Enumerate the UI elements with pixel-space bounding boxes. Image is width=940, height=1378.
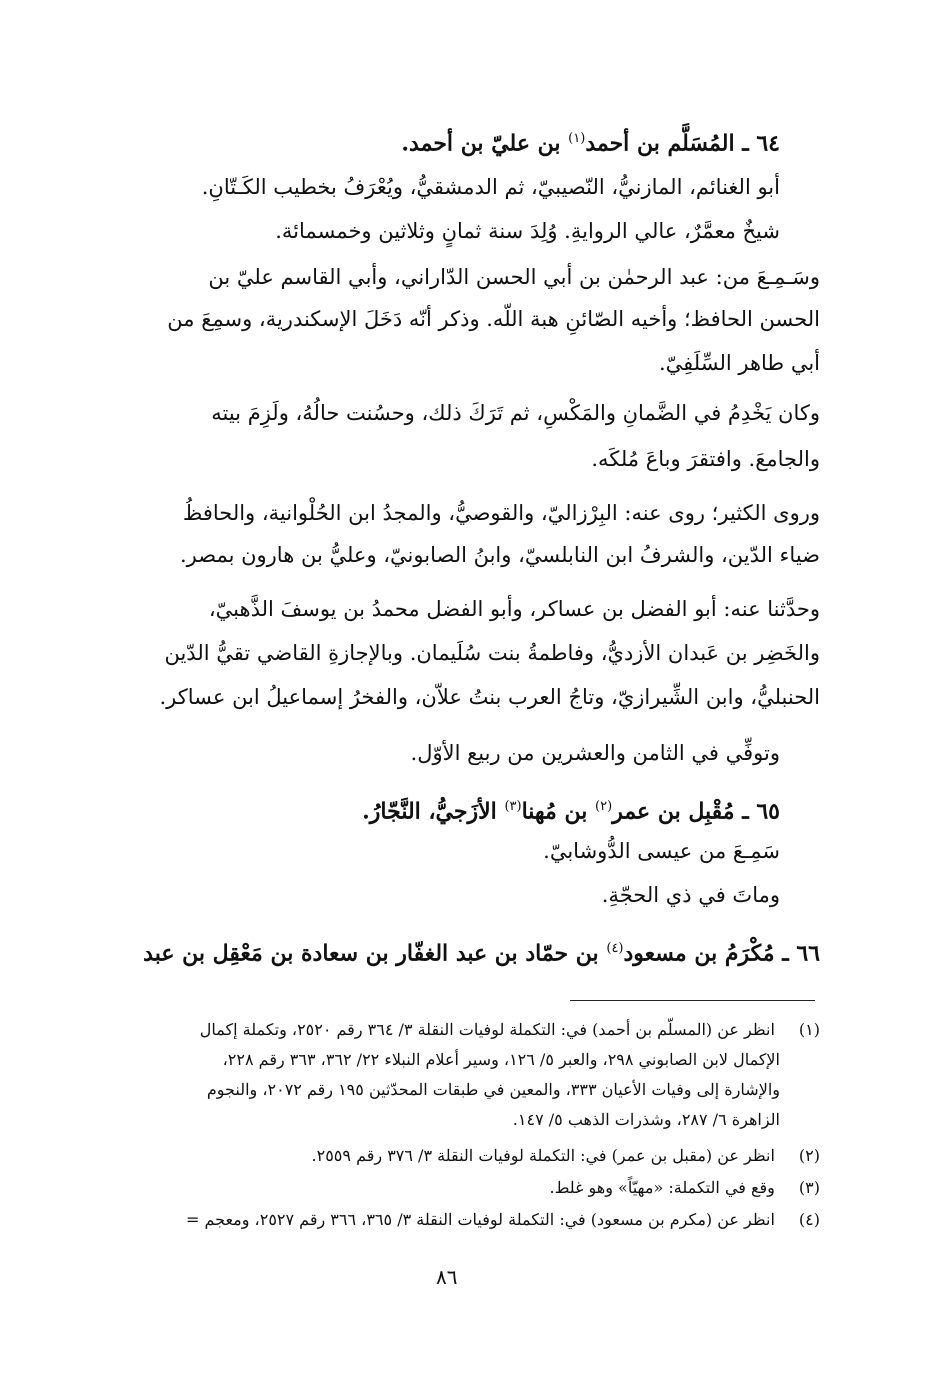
footnote-divider [570,1000,815,1001]
footnote-number: (٢) [798,1146,820,1165]
footnote-ref: (٤) [606,941,624,956]
body-line: وماتَ في ذي الحجّةِ. [601,883,780,907]
body-line: وحدَّثنا عنه: أبو الفضل بن عساكر، وأبو الفضل محمدُ بن يوسفَ الذَّهبيّ، [208,597,820,621]
body-line: والخَضِر بن عَبدان الأزديُّ، وفاطمةُ بنت سُلَيمان. وبالإجازةِ القاضي تقيُّ الدّين [164,641,820,665]
body-line: وكان يَخْدِمُ في الضَّمانِ والمَكْسِ، ثم تَرَكَ ذلك، وحسُنت حالُهُ، ولَزِمَ بيته [211,401,820,425]
entry-number: ٦٦ ـ [782,940,820,967]
footnote-line: الزاهرة ٦/ ٢٨٧، وشذرات الذهب ٥/ ١٤٧. [512,1110,780,1129]
footnote-2 [312,1144,820,1168]
entry-65-heading [362,792,780,826]
entry-name-continued: الأزَجيُّ، النَّجّارُ. [362,798,497,825]
body-line: وتوفِّي في الثامن والعشرين من ربيع الأوّل. [410,741,780,765]
body-line: أبو الغنائم، المازنيُّ، النّصيبيّ، ثم الدمشقيُّ، ويُعْرَفُ بخطيب الكَـتّانِ. [201,175,780,199]
footnote-text: انظر عن (مكرم بن مسعود) في: التكملة لوفيات النقلة ٣/ ٣٦٥، ٣٦٦ رقم ٢٥٢٧، ومعجم = [185,1210,775,1229]
footnote-line: والإشارة إلى وفيات الأعيان ٣٣٣، والمعين في طبقات المحدّثين ١٩٥ رقم ٢٠٧٢، والنجوم [206,1080,780,1099]
body-line: شيخٌ معمَّرٌ، عالي الروايةِ. وُلِدَ سنة ثمانٍ وثلاثين وخمسمائة. [275,219,780,243]
footnote-text: انظر عن (المسلّم بن أحمد) في: التكملة لوفيات النقلة ٣/ ٣٦٤ رقم ٢٥٢٠، وتكملة إكمال [199,1020,775,1039]
footnote-text: انظر عن (مقبل بن عمر) في: التكملة لوفيات النقلة ٣/ ٣٧٦ رقم ٢٥٥٩. [311,1146,775,1165]
body-line: أبي طاهر السِّلَفِيّ. [658,351,820,375]
footnote-3 [550,1176,821,1200]
footnote-ref: (٢) [595,799,613,814]
entry-name: مُقْبِل بن عمر [612,798,735,825]
entry-name-continued: بن حمّاد بن عبد الغفّار بن سعادة بن مَعْقِل بن عبد [143,940,599,967]
body-line: وسَـمِـعَ من: عبد الرحمٰن بن أبي الحسن الدّاراني، وأبي القاسم عليّ بن [208,265,820,289]
entry-name-continued: بن عليّ بن أحمد. [401,130,561,157]
entry-64-heading [401,124,780,158]
entry-name: المُسَلَّم بن أحمد [585,130,735,157]
footnote-ref: (١) [568,131,586,146]
entry-number: ٦٤ ـ [742,130,780,157]
page-number: ٨٦ [436,1265,458,1289]
body-line: والجامعَ. وافتقرَ وباعَ مُلكَه. [591,447,820,471]
footnote-number: (٤) [798,1210,820,1229]
body-line: الحنبليُّ، وابن الشِّيرازيّ، وتاجُ العرب بنتُ علاّن، والفخرُ إسماعيلُ ابن عساكر. [159,685,820,709]
footnote-number: (٣) [798,1178,820,1197]
footnote-1 [200,1018,820,1042]
entry-number: ٦٥ ـ [742,798,780,825]
entry-name-continued: بن مُهنا [521,798,588,825]
body-line: سَمِـعَ من عيسى الدُّوشابيّ. [543,839,780,863]
body-line: الحسن الحافظ؛ وأخيه الصّائنِ هبة اللّه. وذكر أنّه دَخَلَ الإسكندرية، وسمِعَ من [167,307,820,331]
body-line: وروى الكثير؛ روى عنه: البِرْزاليّ، والقوصيُّ، والمجدُ ابن الحُلْوانية، والحافظُ [182,501,820,525]
entry-66-heading [143,934,820,968]
footnote-text: وقع في التكملة: «مهيّاً» وهو غلط. [549,1178,775,1197]
body-line: ضياء الدّين، والشرفُ ابن النابلسيّ، وابنُ الصابونيّ، وعليُّ بن هارون بمصر. [179,543,820,567]
footnote-4 [186,1208,820,1232]
entry-name: مُكْرَمُ بن مسعود [623,940,775,967]
footnote-ref: (٣) [504,799,522,814]
footnote-line: الإكمال لابن الصابوني ٢٩٨، والعبر ٥/ ١٢٦، وسير أعلام النبلاء ٢٢/ ٣٦٢، ٣٦٣ رقم ٢٢٨، [222,1050,780,1069]
footnote-number: (١) [798,1020,820,1039]
